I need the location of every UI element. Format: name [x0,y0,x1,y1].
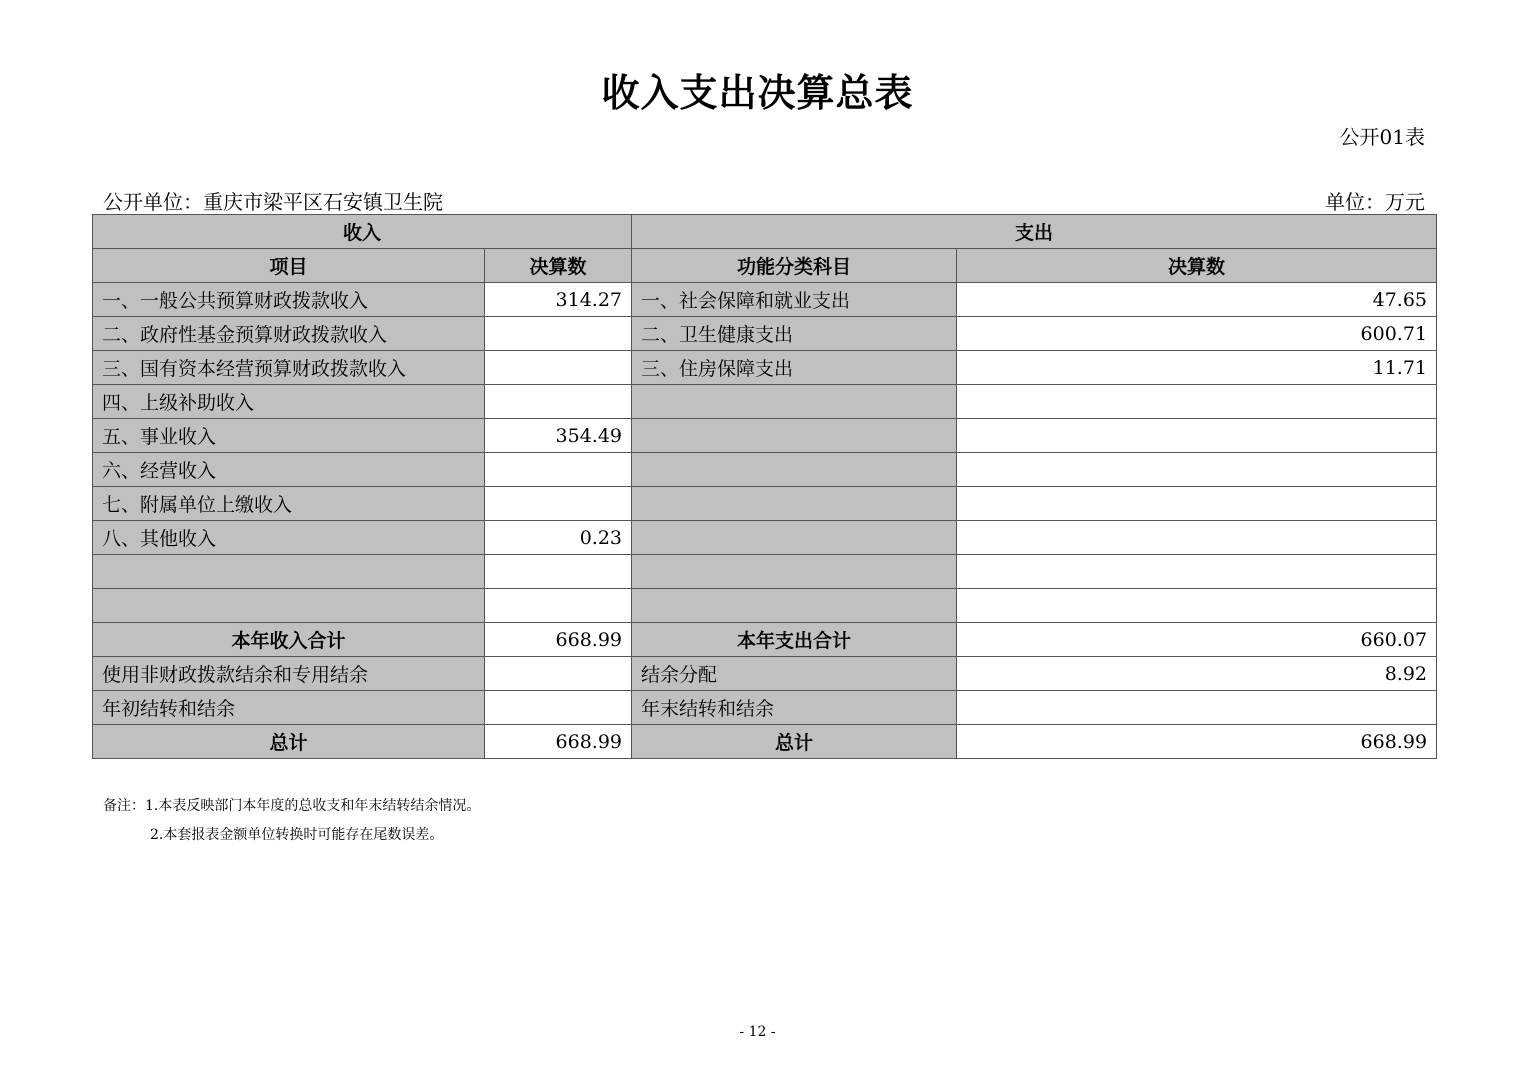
table-row [93,725,1437,759]
income-item-cell: 一、一般公共预算财政拨款收入 [93,283,485,317]
table-row [93,555,1437,589]
income-value-cell: 668.99 [485,725,632,759]
form-number: 公开01表 [1339,125,1425,149]
income-item-cell: 本年收入合计 [93,623,485,657]
income-item-cell: 总计 [93,725,485,759]
income-item-cell [93,555,485,589]
page-title: 收入支出决算总表 [601,71,914,115]
expense-value-cell: 668.99 [957,725,1437,759]
expense-item-cell [632,453,957,487]
table-row [93,453,1437,487]
expense-value-cell [957,419,1437,453]
table-row [93,657,1437,691]
income-value-cell [485,351,632,385]
income-value-cell: 314.27 [485,283,632,317]
budget-table [92,214,1437,759]
expense-value-cell: 11.71 [957,351,1437,385]
expense-value-cell [957,521,1437,555]
income-item-cell: 六、经营收入 [93,453,485,487]
expense-amount-header: 决算数 [957,249,1437,283]
expense-header: 支出 [632,215,1437,249]
expense-value-cell: 600.71 [957,317,1437,351]
expense-value-cell [957,691,1437,725]
income-item-cell: 年初结转和结余 [93,691,485,725]
expense-value-cell [957,385,1437,419]
page-number: - 12 - [739,1024,776,1040]
expense-item-cell [632,555,957,589]
income-item-cell [93,589,485,623]
expense-item-cell [632,385,957,419]
table-row [93,487,1437,521]
table-row [93,521,1437,555]
expense-item-cell [632,589,957,623]
publishing-unit: 公开单位：重庆市梁平区石安镇卫生院 [103,190,443,214]
expense-item-cell: 二、卫生健康支出 [632,317,957,351]
table-row [93,351,1437,385]
income-item-cell: 五、事业收入 [93,419,485,453]
income-value-cell [485,487,632,521]
income-item-cell: 使用非财政拨款结余和专用结余 [93,657,485,691]
income-amount-header: 决算数 [485,249,632,283]
header-row-2 [93,249,1437,283]
table-row [93,691,1437,725]
income-value-cell: 0.23 [485,521,632,555]
item-header: 项目 [93,249,485,283]
expense-item-cell: 结余分配 [632,657,957,691]
header-row-1 [93,215,1437,249]
income-value-cell [485,317,632,351]
table-row [93,385,1437,419]
notes [103,792,480,850]
expense-value-cell: 8.92 [957,657,1437,691]
income-item-cell: 四、上级补助收入 [93,385,485,419]
note-2: 2.本套报表金额单位转换时可能存在尾数误差。 [150,827,444,843]
income-value-cell [485,555,632,589]
expense-value-cell [957,589,1437,623]
expense-item-cell: 本年支出合计 [632,623,957,657]
table-row [93,589,1437,623]
expense-item-cell [632,521,957,555]
income-header: 收入 [93,215,632,249]
income-value-cell [485,691,632,725]
income-item-cell: 二、政府性基金预算财政拨款收入 [93,317,485,351]
note-1: 备注：1.本表反映部门本年度的总收支和年末结转结余情况。 [103,798,481,814]
expense-value-cell [957,487,1437,521]
expense-item-cell [632,487,957,521]
table-row [93,317,1437,351]
income-item-cell: 八、其他收入 [93,521,485,555]
income-value-cell: 668.99 [485,623,632,657]
income-item-cell: 三、国有资本经营预算财政拨款收入 [93,351,485,385]
expense-value-cell: 47.65 [957,283,1437,317]
income-value-cell: 354.49 [485,419,632,453]
currency-unit: 单位：万元 [1325,190,1425,214]
expense-item-cell: 一、社会保障和就业支出 [632,283,957,317]
income-value-cell [485,657,632,691]
income-value-cell [485,385,632,419]
expense-item-cell: 三、住房保障支出 [632,351,957,385]
table-row [93,283,1437,317]
expense-item-cell: 总计 [632,725,957,759]
expense-item-cell: 年末结转和结余 [632,691,957,725]
expense-value-cell [957,555,1437,589]
income-item-cell: 七、附属单位上缴收入 [93,487,485,521]
expense-value-cell [957,453,1437,487]
table-row [93,419,1437,453]
expense-item-cell [632,419,957,453]
income-value-cell [485,453,632,487]
function-item-header: 功能分类科目 [632,249,957,283]
expense-value-cell: 660.07 [957,623,1437,657]
income-value-cell [485,589,632,623]
table-row [93,623,1437,657]
